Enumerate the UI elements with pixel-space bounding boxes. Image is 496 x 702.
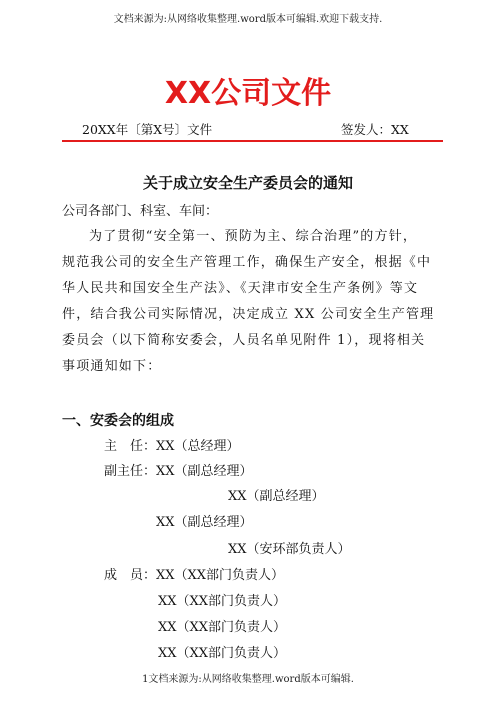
member-line: 成 员：XX（XX部门负责人） — [104, 568, 285, 583]
signer: 签发人：XX — [341, 122, 409, 137]
body-line: 为了贯彻“安全第一、预防为主、综合治理”的方针， — [89, 229, 418, 244]
salutation: 公司各部门、科室、车间： — [62, 204, 219, 219]
section-heading: 一、安委会的组成 — [62, 413, 174, 429]
member-line: XX（副总经理） — [228, 489, 325, 504]
member-line: 主 任：XX（总经理） — [104, 439, 240, 454]
notice-title: 关于成立安全生产委员会的通知 — [142, 174, 353, 192]
member-line: XX（副总经理） — [156, 515, 253, 530]
member-line: XX（XX部门负责人） — [158, 620, 287, 635]
company-title: XX公司文件 — [164, 76, 332, 111]
body-line: 事项通知如下： — [62, 359, 162, 374]
document-number: 20XX年〔第X号〕文件 — [82, 122, 213, 137]
member-line: 副主任：XX（副总经理） — [104, 464, 253, 479]
footer-note: 1文档来源为:从网络收集整理.word版本可编辑. — [142, 674, 354, 685]
body-line: 委员会（以下简称安委会，人员名单见附件 1），现将相关 — [62, 333, 426, 348]
body-line: 规范我公司的安全生产管理工作，确保生产安全，根据《中 — [62, 255, 432, 270]
member-line: XX（XX部门负责人） — [158, 594, 287, 609]
header-note: 文档来源为:从网络收集整理.word版本可编辑.欢迎下载支持. — [113, 14, 383, 25]
red-divider — [62, 140, 443, 142]
member-line: XX（XX部门负责人） — [158, 646, 287, 661]
body-line: 华人民共和国安全生产法》、《天津市安全生产条例》等文 — [62, 281, 419, 296]
member-line: XX（安环部负责人） — [228, 542, 351, 557]
body-line: 件，结合我公司实际情况，决定成立 XX 公司安全生产管理 — [62, 307, 435, 322]
